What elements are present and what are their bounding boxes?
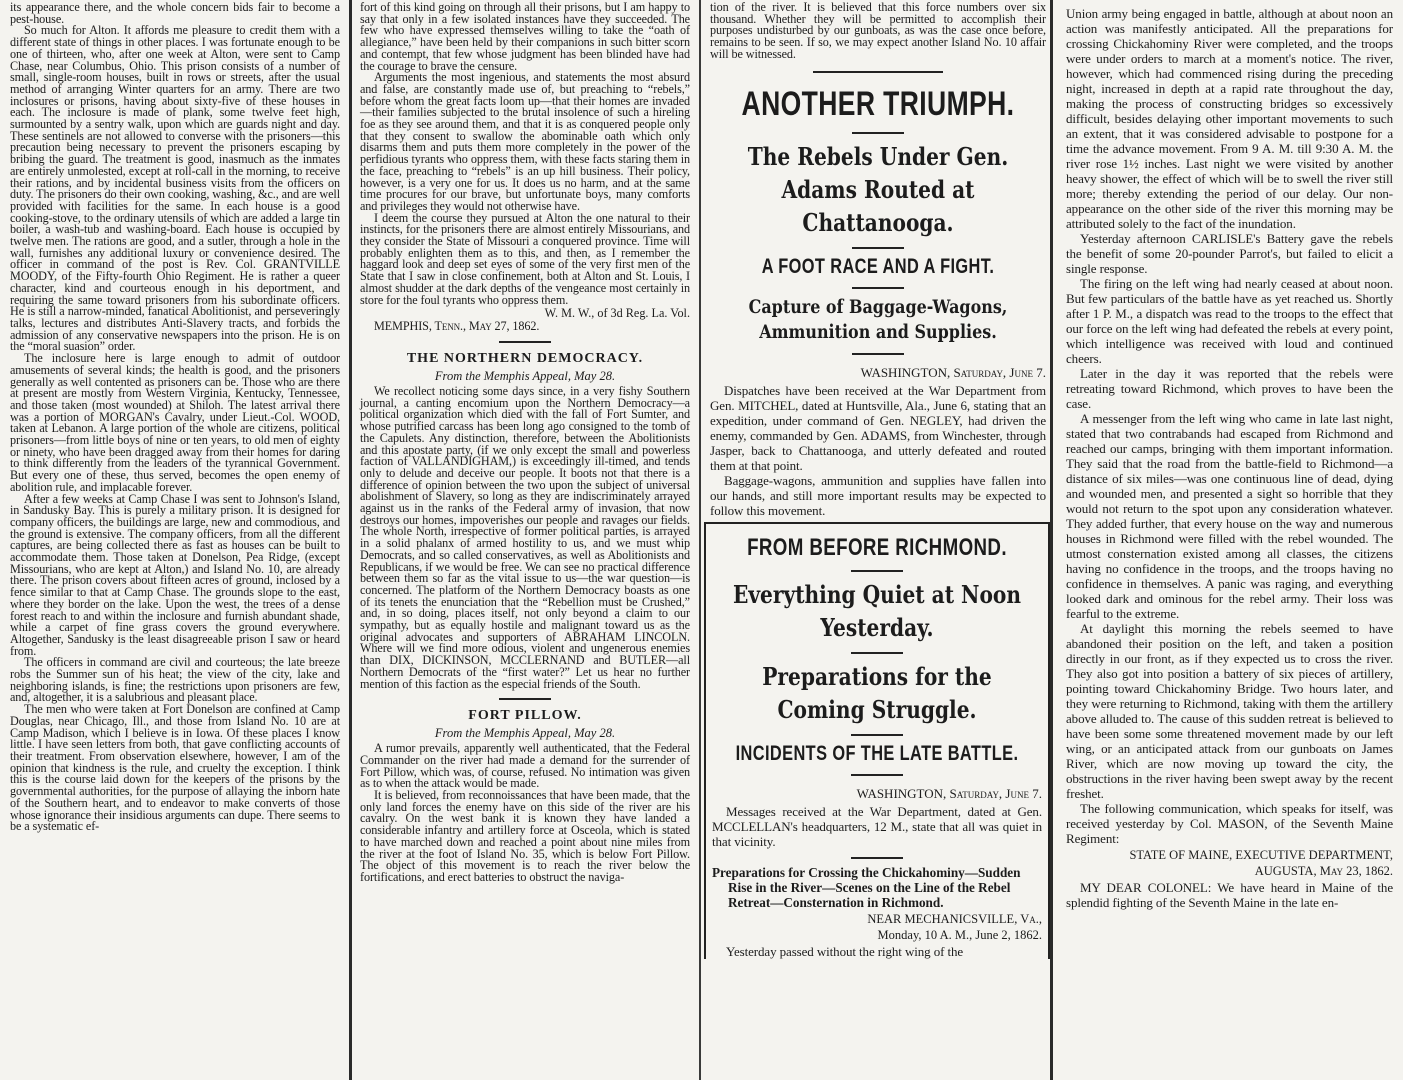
dateline: WASHINGTON, Saturday, June 7.: [856, 785, 1042, 801]
column-rule: [1050, 0, 1053, 1080]
deck-everything-quiet: Everything Quiet at Noon Yesterday.: [732, 579, 1022, 642]
paragraph: After a few weeks at Camp Chase I was sent to Johnson's Island, in Sandusky Bay. This is purely a military prison. It is designed for company officers, the buildings are large, new and commodious, and the ground is extensive. The company officers, from all the different captures, are being collected there as fast as houses can be built to accommodate them. Those taken at Donelson, Pea Ridge, (except Missourians, who are kept at Alton,) and Island No. 10, are already there. The prison covers about fifteen acres of ground, inclosed by a fence similar to that at Camp Chase. The grounds slope to the east, where they border on the lake. Upon the west, the trees of a dense forest reach to and within the inclosure and furnish abundant shade, while a carpet of fine grass covers the ground everywhere. Altogether, Sandusky is the least disagreeable prison I saw or heard from.: [10, 491, 340, 658]
salutation: MY DEAR COLONEL: We have heard in Maine of the splendid fighting of the Seventh Maine in the late en-: [1066, 880, 1393, 910]
divider: [852, 132, 904, 134]
deck-capture: Capture of Baggage-Wagons, Ammunition and Supplies.: [748, 295, 1008, 343]
headline-northern-democracy: THE NORTHERN DEMOCRACY.: [406, 350, 644, 366]
deck-foot-race: A FOOT RACE AND A FIGHT.: [761, 254, 995, 278]
divider: [851, 570, 903, 572]
paragraph: I deem the course they pursued at Alton the one natural to their instincts, for the prisoners there are almost entirely Missourians, and they consider the State of Missouri a conquered province. Time will probably enlighten them as to this, and then, as I remember the haggard look and deep set eyes of some of the very first men of the State that I saw in close confinement, both at Alton and St. Louis, I almost shudder at the dark depths of the vengeance most certainly in store for the foul tyrants who oppress them.: [360, 210, 690, 307]
place-line: NEAR MECHANICSVILLE, Va.,: [867, 911, 1042, 926]
divider: [851, 734, 903, 736]
dateline: WASHINGTON, Saturday, June 7.: [860, 364, 1046, 380]
paragraph: Union army being engaged in battle, although at about noon an action was manifestly anticipated. All the preparations for crossing Chickahominy River were completed, and the troops were under orders to march at a moment's notice. The river, however, which had commenced rising during the preceding night, increased in depth at a rapid rate throughout the day, making the process of constructing bridges so excessively difficult, besides delaying other important movements to such an extent, that it was considered advisable to postpone for a time the advance movement. From 9 A. M. till 9:30 A. M. the river rose 1½ inches. Last night we were visited by another heavy shower, the effect of which will be to swell the river still more; thereby extending the period of our delay. Our non-appearance on the other side of the river this morning may be attributed solely to the fact of the inundation.: [1066, 6, 1393, 231]
paragraph: fort of this kind going on through all their prisons, but I am happy to say that only in a few isolated instances have they succeeded. The few who have expressed themselves willing to take the “oath of allegiance,” have been held by their companions in such bitter scorn and contempt, that few whose judgment has been blinded have had the courage to brave the censure.: [360, 0, 690, 73]
paragraph: Dispatches have been received at the War Department from Gen. MITCHEL, dated at Huntsville, Ala., June 6, stating that an expedition, under command of Gen. NEGLEY, had driven the enemy, commanded by Gen. ADAMS, from Winchester, through Jasper, back to Chattanooga, and utterly defeated and routed them at that point.: [710, 382, 1046, 473]
divider: [499, 341, 551, 343]
headline-from-before-richmond: FROM BEFORE RICHMOND.: [747, 533, 1007, 561]
paragraph: The inclosure here is large enough to admit of outdoor amusements of several kinds; the health is good, and the prisoners generally as well contented as prisoners can be. Those who are there at present are mostly from Western Virginia, Kentucky, Tennessee, and those taken (most wounded) at Shiloh. The latest arrival there was a portion of MORGAN's Cavalry, under Lieut.-Col. WOOD, taken at Lebanon. A large portion of the whole are citizens, political prisoners—from little boys of nine or ten years, to old men of eighty or ninety, who have been dragged away from their homes for daring to think differently from the leaders of the tyrannical Government. But every one of these, thus served, becomes the open enemy of abolition rule, and implacable forever.: [10, 351, 340, 494]
time-line: Monday, 10 A. M., June 2, 1862.: [877, 927, 1042, 942]
signature: W. M. W., of 3d Reg. La. Vol.: [544, 306, 690, 321]
letterhead-line-2: AUGUSTA, May 23, 1862.: [1254, 864, 1393, 878]
paragraph: Baggage-wagons, ammunition and supplies have fallen into our hands, and still more important results may be expected to follow this movement.: [710, 472, 1046, 518]
paragraph: At daylight this morning the rebels seemed to have abandoned their position on the left, and taken a position directly in our front, as if they expected us to cross the river. They also got into position a battery of six pieces of artillery, pointing toward Chickahominy Bridge. Two hours later, and they were returning to Richmond, taking with them the artillery above alluded to. The cause of this sudden retreat is believed to have been some some threatened movement made by our left wing, or an anticipated attack from our gunboats on James River, which are now moving up toward the city, the obstructions in the river having been swept away by the recent freshet.: [1066, 621, 1393, 801]
paragraph: The following communication, which speaks for itself, was received yesterday by Col. MASON, of the Seventh Maine Regiment:: [1066, 801, 1393, 846]
divider: [813, 71, 943, 73]
divider: [851, 652, 903, 654]
paragraph: Yesterday passed without the right wing of the: [726, 943, 964, 959]
column-4: [1054, 0, 1403, 1080]
richmond-box: [704, 522, 1050, 959]
source-line: From the Memphis Appeal, May 28.: [434, 726, 616, 741]
column-1: [0, 0, 350, 1080]
paragraph: We recollect noticing some days since, in a very fishy Southern journal, a canting encomium upon the Northern Democracy—a political organization which died with the fall of Fort Sumter, and whose putrified carcass has been long ago consigned to the tomb of the Capulets. Any distinction, therefore, between the Abolitionists and this apostate party, (if we only except the small and powerless faction of VALLANDIGHAM,) is exceedingly ill-timed, and tends only to delude and deceive our people. It boots not that there is a difference of opinion between the two upon the subject of universal abolishment of Slavery, so long as they are indiscriminately arrayed against us in the ranks of the Federal army of invasion, that now destroys our homes, impoverishes our people and ravages our fields. The whole North, irrespective of former political parties, is arrayed in a solid phalanx of armed hostility to us, and we must whip Democrats, and so called conservatives, as well as Abolitionists and Republicans, if we would be free. We can see no practical difference between them so far as the vital issue to us—the war question—is concerned. The platform of the Northern Democracy boasts as one of its tenets the enunciation that the “Rebellion must be Crushed,” and, in so doing, places itself, not only beyond a claim to our sympathy, but as equally hostile and malignant toward us as the original advocates and supporters of ABRAHAM LINCOLN. Where will we find more odious, violent and ungenerous enemies than DIX, DICKINSON, MCCLERNAND and BUTLER—all Northern Democrats of the “first water?” Let us hear no further mention of this faction as the especial friends of the South.: [360, 383, 690, 691]
place-date: MEMPHIS, Tenn., May 27, 1862.: [374, 319, 540, 334]
divider: [851, 857, 903, 859]
deck-incidents: INCIDENTS OF THE LATE BATTLE.: [735, 741, 1019, 765]
divider: [851, 774, 903, 776]
headline-another-triumph: ANOTHER TRIUMPH.: [741, 84, 1015, 123]
subhead-chickahominy: Preparations for Crossing the Chickahominy—Sudden Rise in the River—Scenes on the Line of the Rebel Retreat—Consternation in Richmond.: [712, 864, 1021, 910]
letterhead-line-1: STATE OF MAINE, EXECUTIVE DEPARTMENT,: [1129, 848, 1393, 862]
paragraph: its appearance there, and the whole concern bids fair to become a pest-house.: [10, 0, 340, 26]
headline-fort-pillow: FORT PILLOW.: [468, 708, 582, 724]
divider: [852, 287, 904, 289]
column-rule: [699, 0, 701, 1080]
divider: [499, 698, 551, 700]
paragraph: So much for Alton. It affords me pleasure to credit them with a different state of things in other places. I was fortunate enough to be one of thirteen, who, after one week at Alton, were sent to Camp Chase, near Columbus, Ohio. This prison consists of a number of small, single-room houses, built in rows or streets, after the usual method of arranging Winter quarters for an army. There are two inclosures or prisons, having about sixty-five of these houses in each. The inclosure is made of plank, some twelve feet high, surmounted by a sentry walk, upon which are guards night and day. These sentinels are not allowed to converse with the prisoners—this precaution being necessary to prevent the prisoners escaping by bribing the guard. The treatment is good, inasmuch as the inmates are entirely unmolested, except at roll-call in the morning, to receive their rations, and by incidental business visits from the officers on duty. The prisoners do their own cooking, washing, &c., and are well provided with facilities for the same. In each house is a good cooking-stove, to the ordinary utensils of which are added a large tin boiler, a wash-tub and washing-board. Each house is occupied by twelve men. The rations are good, and a sutler, through a hole in the wall, furnishes any additional luxury or convenience desired. The officer in command of the post is Rev. Col. GRANTVILLE MOODY, of the Fifty-fourth Ohio Regiment. He is rather a queer character, kind and courteous enough in his deportment, and requiring the same toward prisoners from his subordinate officers. He is still a narrow-minded, fanatical Abolitionist, and perseveringly talks, lectures and distributes Anti-Slavery tracts, and forbids the admission of any conservative newspapers into the prison. He is on the “moral suasion” order.: [10, 23, 340, 354]
paragraph: Yesterday afternoon CARLISLE's Battery gave the rebels the benefit of some 20-pounder Parrot's, but failed to elicit a single response.: [1066, 231, 1393, 276]
divider: [852, 353, 904, 355]
paragraph: The firing on the left wing had nearly ceased at about noon. But few particulars of the battle have as yet reached us. Shortly after 1 P. M., a dispatch was read to the troops to the effect that our force on the left wing had defeated the rebels at every point, which intelligence was received with loud and continued cheers.: [1066, 276, 1393, 366]
deck-preparations: Preparations for the Coming Struggle.: [762, 661, 992, 724]
paragraph: The officers in command are civil and courteous; the late breeze robs the Summer sun of his heat; the view of the city, lake and neighboring islands, is fine; the restrictions upon prisoners are few, and, altogether, it is a salubrious and pleasant place.: [10, 655, 340, 705]
paragraph: The men who were taken at Fort Donelson are confined at Camp Douglas, near Chicago, Ill., and those from Island No. 10 are at Camp Madison, which I believe is in Iowa. Of these places I know little. I have seen letters from both, that gave conflicting accounts of their treatment. From observation elsewhere, however, I am of the opinion that kindness is the rule, and cruelty the exception. I think this is the course laid down for the keepers of the prisons by the governmental authorities, for the purpose of allaying the inborn hate of the Southern heart, and to endeavor to make converts of those whose ignorance their insidious arguments can dupe. There seems to be a systematic ef-: [10, 702, 340, 834]
paragraph: Later in the day it was reported that the rebels were retreating toward Richmond, which proves to have been the case.: [1066, 366, 1393, 411]
paragraph: Arguments the most ingenious, and statements the most absurd and false, are constantly made use of, but preaching to “rebels,” before whom the great facts loom up—that their homes are invaded—their families subjected to the brutal insolence of such a hireling foe as they see around them, and that it is as conquered people only that they consent to swallow the abominable oath which only disarms them and puts them more completely in the power of the perfidious tyrants who oppress them, with these facts staring them in the face, preaching to “rebels” is an up hill business. Their policy, however, is a very one for us. It does us no harm, and at the same time procures for our brave, but unfortunate boys, many comforts and privileges they would not otherwise have.: [360, 70, 690, 213]
paragraph: tion of the river. It is believed that this force numbers over six thousand. Whether they will be permitted to accomplish their purposes undisturbed by our gunboats, as was the case once before, remains to be seen. If so, we may expect another Island No. 10 affair will be witnessed.: [710, 0, 1046, 61]
paragraph: A messenger from the left wing who came in late last night, stated that two contrabands had escaped from Richmond and reached our camps, bringing with them important information. They said that the road from the battle-field to Richmond—a distance of six miles—was one continuous line of dead, dying and wounded men, and presented a sight so horrible that they would not return to the spot upon any consideration whatever. They added further, that every house on the way and numerous houses in Richmond were filled with the rebel wounded. The utmost consternation existed among all classes, the citizens having no confidence in the troops, and the troops having no confidence in themselves. A panic was raging, and everything looked dark and ominous for the rebel army. Their loss was fearful to the extreme.: [1066, 411, 1393, 621]
paragraph: It is believed, from reconnoissances that have been made, that the only land forces the enemy have on this side of the river are his cavalry. On the west bank it is known they have landed a considerable infantry and artillery force at Osceola, which is stated to have marched down and reached a point about nine miles from the river at the foot of Island No. 35, which is below Fort Pillow. The object of this movement is to reach the river below the fortifications, and erect batteries to obstruct the naviga-: [360, 788, 690, 884]
source-line: From the Memphis Appeal, May 28.: [434, 368, 616, 383]
paragraph: A rumor prevails, apparently well authenticated, that the Federal Commander on the river had made a demand for the surrender of Fort Pillow, which was, of course, refused. No intimation was given as to when the attack would be made.: [360, 741, 690, 791]
column-3: [702, 0, 1052, 1080]
paragraph: Messages received at the War Department, dated at Gen. MCCLELLAN's headquarters, 12 M., state that all was quiet in that vicinity.: [712, 803, 1042, 849]
column-2: [352, 0, 698, 1080]
divider: [852, 247, 904, 249]
deck-rebels-routed: The Rebels Under Gen. Adams Routed at Chattanooga.: [747, 141, 1009, 237]
